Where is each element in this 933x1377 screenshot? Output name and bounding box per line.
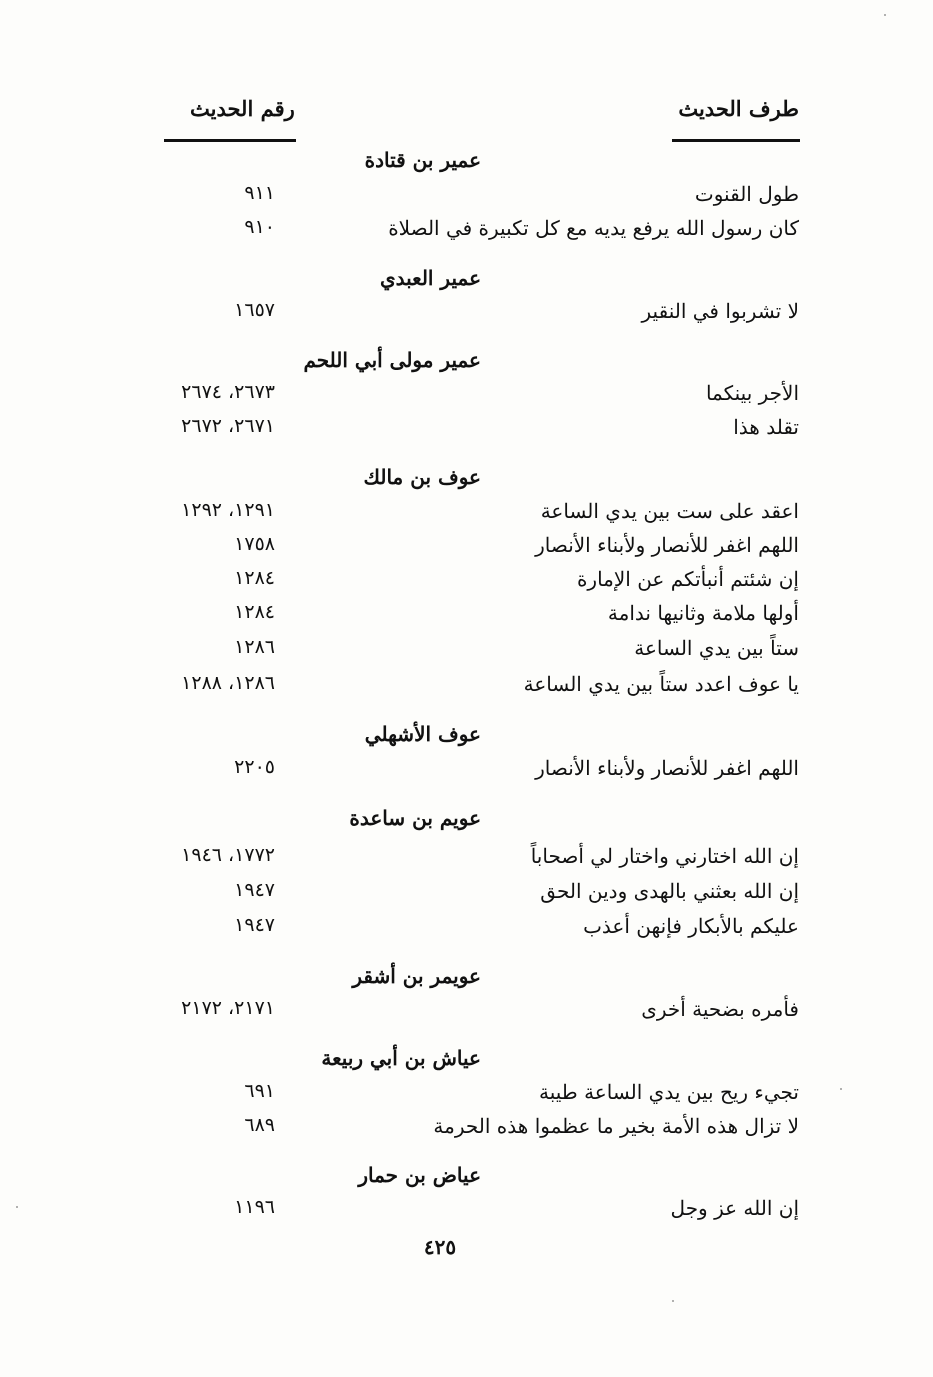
entry-row <box>0 844 933 878</box>
hadith-numbers: ٢٢٠٥ <box>234 756 275 778</box>
hadith-numbers: ١٢٨٤ <box>234 601 275 623</box>
hadith-text: طول القنوت <box>694 182 799 206</box>
hadith-text: يا عوف اعدد ستاً بين يدي الساعة <box>523 672 799 696</box>
hadith-numbers: ١٧٧٢، ١٩٤٦ <box>181 844 275 866</box>
narrator-name: عمير بن قتادة <box>364 148 481 172</box>
hadith-text: أولها ملامة وثانيها ندامة <box>607 601 799 625</box>
narrator-row <box>0 266 933 300</box>
column-title-number: رقم الحديث <box>190 96 295 121</box>
scan-speck <box>840 1088 842 1090</box>
narrator-name: عوف الأشهلي <box>364 722 481 746</box>
entry-row <box>0 672 933 706</box>
hadith-numbers: ٢٦٧١، ٢٦٧٢ <box>181 415 275 437</box>
narrator-name: عياض بن حمار <box>358 1163 481 1187</box>
entry-row <box>0 601 933 635</box>
hadith-text: اللهم اغفر للأنصار ولأبناء الأنصار <box>535 533 799 557</box>
hadith-numbers: ٩١١ <box>244 182 275 204</box>
entry-row <box>0 756 933 790</box>
narrator-row <box>0 148 933 182</box>
narrator-row <box>0 806 933 840</box>
hadith-numbers: ١٩٤٧ <box>234 879 275 901</box>
narrator-row <box>0 722 933 756</box>
narrator-row <box>0 348 933 382</box>
hadith-numbers: ١٦٥٧ <box>234 299 275 321</box>
entry-row <box>0 415 933 449</box>
hadith-text: الأجر بينكما <box>705 381 799 405</box>
hadith-numbers: ١٢٩١، ١٢٩٢ <box>181 499 275 521</box>
scan-speck <box>884 14 886 16</box>
hadith-numbers: ١٧٥٨ <box>234 533 275 555</box>
entry-row <box>0 1114 933 1148</box>
hadith-text: لا تزال هذه الأمة بخير ما عظموا هذه الحرمة <box>433 1114 799 1138</box>
entry-row <box>0 499 933 533</box>
hadith-text: إن شئتم أنبأتكم عن الإمارة <box>576 567 799 591</box>
hadith-numbers: ١٢٨٦، ١٢٨٨ <box>181 672 275 694</box>
hadith-numbers: ١٢٨٦ <box>234 636 275 658</box>
header-rule-right <box>672 139 800 142</box>
entry-row <box>0 182 933 216</box>
hadith-text: كان رسول الله يرفع يديه مع كل تكبيرة في الصلاة <box>388 216 799 240</box>
narrator-name: عياش بن أبي ربيعة <box>321 1046 481 1070</box>
entry-row <box>0 636 933 670</box>
narrator-row <box>0 1046 933 1080</box>
hadith-numbers: ٢١٧١، ٢١٧٢ <box>181 997 275 1019</box>
entry-row <box>0 216 933 250</box>
entry-row <box>0 879 933 913</box>
hadith-text: تجيء ريح بين يدي الساعة طيبة <box>539 1080 799 1104</box>
hadith-text: إن الله عز وجل <box>670 1196 799 1220</box>
entry-row <box>0 567 933 601</box>
narrator-name: عمير مولى أبي اللحم <box>303 348 481 372</box>
hadith-text: اللهم اغفر للأنصار ولأبناء الأنصار <box>535 756 799 780</box>
hadith-text: إن الله بعثني بالهدى ودين الحق <box>540 879 799 903</box>
hadith-numbers: ٦٨٩ <box>244 1114 275 1136</box>
hadith-text: لا تشربوا في النقير <box>641 299 799 323</box>
hadith-text: عليكم بالأبكار فإنهن أعذب <box>583 914 799 938</box>
scan-speck <box>672 1300 674 1302</box>
hadith-text: اعقد على ست بين يدي الساعة <box>540 499 799 523</box>
entry-row <box>0 997 933 1031</box>
hadith-numbers: ١٢٨٤ <box>234 567 275 589</box>
hadith-numbers: ١٩٤٧ <box>234 914 275 936</box>
header-rule-left <box>164 139 296 142</box>
page-number: ٤٢٥ <box>423 1235 457 1259</box>
narrator-row <box>0 1163 933 1197</box>
column-title-hadith: طرف الحديث <box>678 96 799 121</box>
hadith-text: تقلد هذا <box>733 415 799 439</box>
narrator-name: عويمر بن أشقر <box>352 964 481 988</box>
hadith-text: إن الله اختارني واختار لي أصحاباً <box>530 844 799 868</box>
hadith-text: ستاً بين يدي الساعة <box>634 636 799 660</box>
narrator-name: عوف بن مالك <box>363 465 481 489</box>
narrator-row <box>0 964 933 998</box>
entry-row <box>0 1196 933 1230</box>
narrator-row <box>0 465 933 499</box>
narrator-name: عمير العبدي <box>379 266 481 290</box>
entry-row <box>0 1080 933 1114</box>
hadith-numbers: ٦٩١ <box>244 1080 275 1102</box>
entry-row <box>0 299 933 333</box>
entry-row <box>0 533 933 567</box>
scan-speck <box>16 1206 18 1208</box>
hadith-numbers: ١١٩٦ <box>234 1196 275 1218</box>
hadith-numbers: ٩١٠ <box>244 216 275 238</box>
entry-row <box>0 914 933 948</box>
hadith-numbers: ٢٦٧٣، ٢٦٧٤ <box>181 381 275 403</box>
entry-row <box>0 381 933 415</box>
narrator-name: عويم بن ساعدة <box>349 806 481 830</box>
hadith-text: فأمره بضحية أخرى <box>641 997 799 1021</box>
